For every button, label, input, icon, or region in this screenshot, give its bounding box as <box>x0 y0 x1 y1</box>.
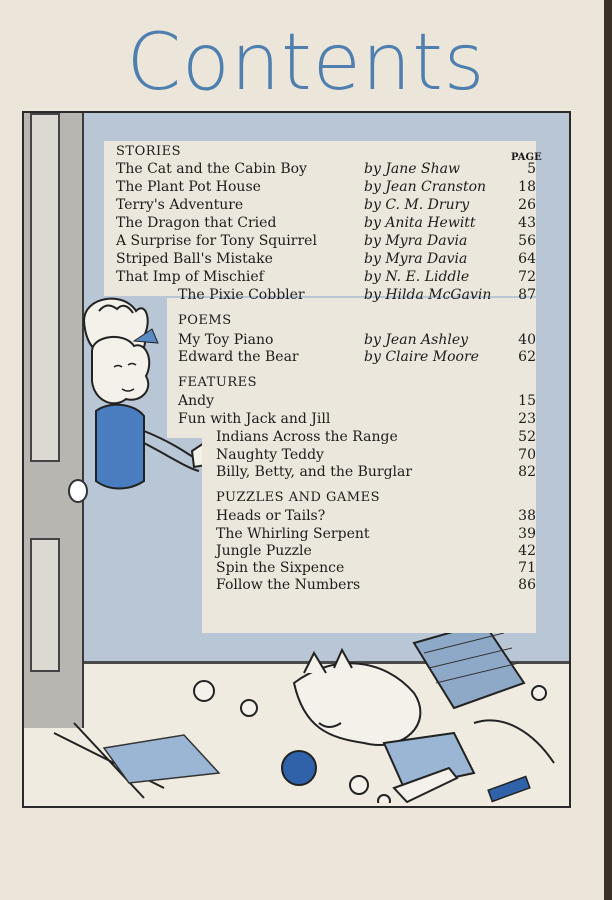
toc-entry <box>216 464 546 482</box>
toc-entry-title: The Whirling Serpent <box>216 526 370 542</box>
toc-entry-title: Striped Ball's Mistake <box>116 251 273 267</box>
toc-entry <box>216 543 546 561</box>
toc-entry <box>178 393 546 411</box>
toc-entry-page: 23 <box>518 411 536 427</box>
toc-entry-page: 18 <box>518 179 536 195</box>
toc-entry-page: 40 <box>518 332 536 348</box>
toc-entry-title: Edward the Bear <box>178 349 299 365</box>
toc-entry-page: 62 <box>518 349 536 365</box>
toc-entry-title: Follow the Numbers <box>216 577 361 593</box>
page-title: Contents <box>126 18 486 108</box>
toc-entry <box>178 287 546 305</box>
toc-entry-title: Jungle Puzzle <box>216 543 312 559</box>
toc-entry <box>216 429 546 447</box>
toc-entry-author: by C. M. Drury <box>364 197 470 213</box>
toc-entry-author: by Hilda McGavin <box>364 287 492 303</box>
toc-entry-page: 72 <box>518 269 536 285</box>
toc-entry-title: The Plant Pot House <box>116 179 261 195</box>
toc-entry-page: 38 <box>518 508 536 524</box>
toc-entry-title: The Dragon that Cried <box>116 215 277 231</box>
toc-entry <box>116 233 546 251</box>
toc-entry-page: 56 <box>518 233 536 249</box>
toc-entry-title: The Pixie Cobbler <box>178 287 305 303</box>
toc-entry-author: by Jean Ashley <box>364 332 469 348</box>
toc-entry-title: The Cat and the Cabin Boy <box>116 161 307 177</box>
toc-entry <box>216 560 546 578</box>
toc-entry <box>178 411 546 429</box>
toc-entry-title: Heads or Tails? <box>216 508 326 524</box>
door-panel-upper <box>30 113 60 462</box>
toc-entry-author: by Myra Davia <box>364 233 468 249</box>
toc-entry-page: 82 <box>518 464 536 480</box>
page-column-label: PAGE <box>511 152 542 163</box>
toc-entry-title: Spin the Sixpence <box>216 560 345 576</box>
section-heading-puzzles: PUZZLES AND GAMES <box>216 490 380 505</box>
toc-entry-author: by Jane Shaw <box>364 161 460 177</box>
toc-entry-title: Billy, Betty, and the Burglar <box>216 464 413 480</box>
book-spine <box>604 0 612 900</box>
section-heading-stories: STORIES <box>116 144 182 159</box>
toc-entry-title: My Toy Piano <box>178 332 274 348</box>
toc-entry-page: 5 <box>527 161 536 177</box>
toc-entry <box>116 269 546 287</box>
toc-entry-title: Indians Across the Range <box>216 429 398 445</box>
toc-entry-page: 86 <box>518 577 536 593</box>
toc-entry-title: Fun with Jack and Jill <box>178 411 331 427</box>
toc-entry-page: 64 <box>518 251 536 267</box>
toc-entry-title: Naughty Teddy <box>216 447 324 463</box>
toc-entry <box>216 577 546 595</box>
toc-entry <box>178 332 546 350</box>
toc-entry-page: 87 <box>518 287 536 303</box>
toc-entry-author: by N. E. Liddle <box>364 269 470 285</box>
section-heading-poems: POEMS <box>178 313 232 328</box>
floor-clutter-illustration <box>34 613 564 803</box>
toc-entry <box>116 179 546 197</box>
toc-entry-page: 42 <box>518 543 536 559</box>
toc-entry-page: 70 <box>518 447 536 463</box>
toc-entry <box>116 197 546 215</box>
toc-entry-page: 52 <box>518 429 536 445</box>
toc-entry <box>216 508 546 526</box>
toc-entry-title: Andy <box>178 393 214 409</box>
toc-entry-page: 71 <box>518 560 536 576</box>
toc-entry-page: 15 <box>518 393 536 409</box>
toc-entry <box>116 161 546 179</box>
toc-entry-title: Terry's Adventure <box>116 197 244 213</box>
toc-entry-page: 39 <box>518 526 536 542</box>
toc-entry <box>178 349 546 367</box>
toc-entry <box>216 526 546 544</box>
section-heading-features: FEATURES <box>178 375 257 390</box>
toc-entry <box>116 251 546 269</box>
toc-entry-author: by Anita Hewitt <box>364 215 476 231</box>
toc-entry-title: That Imp of Mischief <box>116 269 264 285</box>
toc-entry <box>116 215 546 233</box>
toc-entry-author: by Claire Moore <box>364 349 479 365</box>
toc-entry <box>216 447 546 465</box>
toc-entry-title: A Surprise for Tony Squirrel <box>116 233 317 249</box>
toc-entry-author: by Myra Davia <box>364 251 468 267</box>
toc-entry-author: by Jean Cranston <box>364 179 487 195</box>
toc-entry-page: 26 <box>518 197 536 213</box>
toc-entry-page: 43 <box>518 215 536 231</box>
